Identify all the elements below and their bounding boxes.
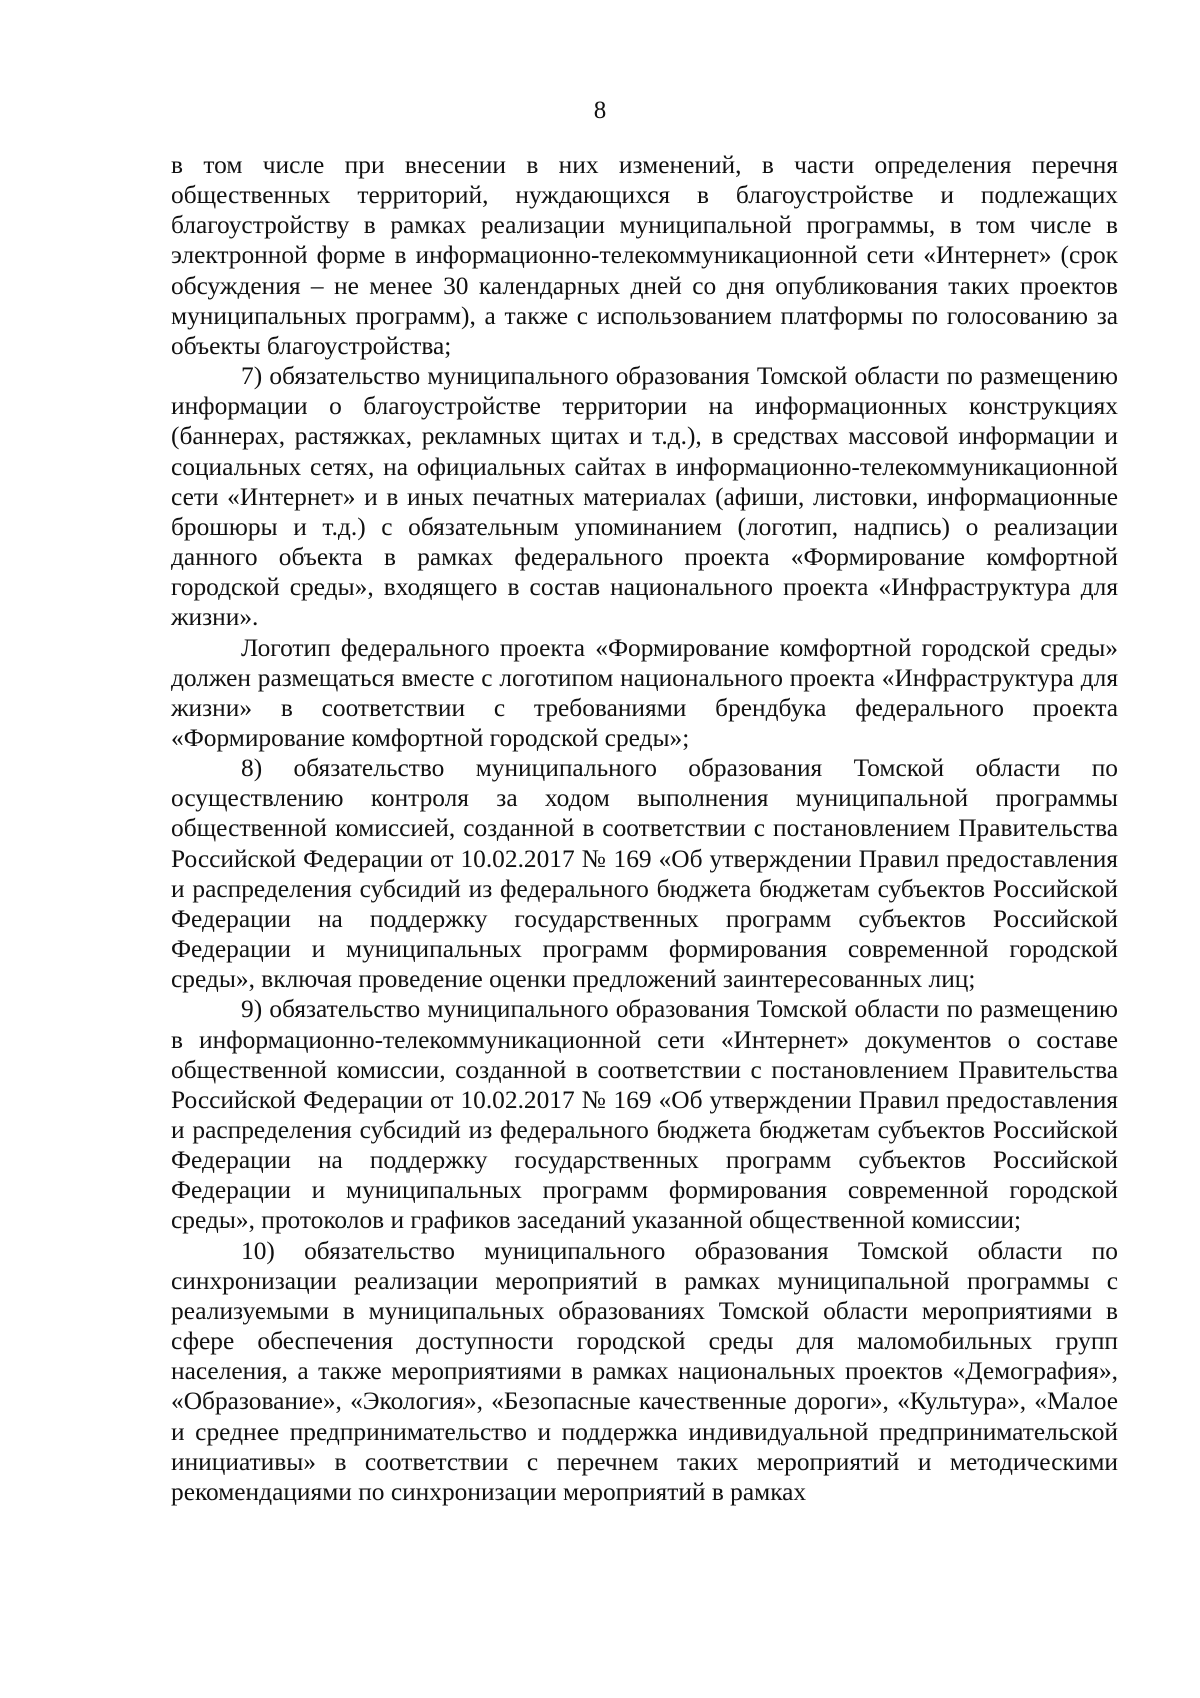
page-number: 8 bbox=[593, 97, 607, 124]
paragraph-logo-requirements: Логотип федерального проекта «Формирование комфортной городской среды» должен размещаться вместе с логотипом национального проекта «Инфраструктура для жизни» в соответствии с требованиями брендбука федерального проекта «Формирование комфортной городской среды»; bbox=[171, 633, 1118, 752]
paragraph-item-7: 7) обязательство муниципального образования Томской области по размещению информации о благоустройстве территории на информационных конструкциях (баннерах, растяжках, рекламных щитах и т.д.), в средствах массовой информации и социальных сетях, на официальных сайтах в информационно-телекоммуникационной сети «Интернет» и в иных печатных материалах (афиши, листовки, информационные брошюры и т.д.) с обязательным упоминанием (логотип, надпись) о реализации данного объекта в рамках федерального проекта «Формирование комфортной городской среды», входящего в состав национального проекта «Инфраструктура для жизни». bbox=[171, 362, 1118, 632]
paragraph-item-10: 10) обязательство муниципального образования Томской области по синхронизации реализации мероприятий в рамках муниципальной программы с реализуемыми в муниципальных образованиях Томской области мероприятиями в сфере обеспечения доступности городской среды для маломобильных групп населения, а также мероприятиями в рамках национальных проектов «Демография», «Образование», «Экология», «Безопасные качественные дороги», «Культура», «Малое и среднее предпринимательство и поддержка индивидуальной предпринимательской инициативы» в соответствии с перечнем таких мероприятий и методическими рекомендациями по синхронизации мероприятий в рамках bbox=[171, 1236, 1118, 1506]
paragraph-continuation: в том числе при внесении в них изменений, в части определения перечня общественных территорий, нуждающихся в благоустройстве и подлежащих благоустройству в рамках реализации муниципальной программы, в том числе в электронной форме в информационно-телекоммуникационной сети «Интернет» (срок обсуждения – не менее 30 календарных дней со дня опубликования таких проектов муниципальных программ), а также с использованием платформы по голосованию за объекты благоустройства; bbox=[171, 151, 1118, 360]
document-body bbox=[171, 150, 1118, 1507]
paragraph-item-8: 8) обязательство муниципального образования Томской области по осуществлению контроля за ходом выполнения муниципальной программы общественной комиссией, созданной в соответствии с постановлением Правительства Российской Федерации от 10.02.2017 № 169 «Об утверждении Правил предоставления и распределения субсидий из федерального бюджета бюджетам субъектов Российской Федерации на поддержку государственных программ субъектов Российской Федерации и муниципальных программ формирования современной городской среды», включая проведение оценки предложений заинтересованных лиц; bbox=[171, 754, 1118, 994]
paragraph-item-9: 9) обязательство муниципального образования Томской области по размещению в информационно-телекоммуникационной сети «Интернет» документов о составе общественной комиссии, созданной в соответствии с постановлением Правительства Российской Федерации от 10.02.2017 № 169 «Об утверждении Правил предоставления и распределения субсидий из федерального бюджета бюджетам субъектов Российской Федерации на поддержку государственных программ субъектов Российской Федерации и муниципальных программ формирования современной городской среды», протоколов и графиков заседаний указанной общественной комиссии; bbox=[171, 995, 1118, 1235]
